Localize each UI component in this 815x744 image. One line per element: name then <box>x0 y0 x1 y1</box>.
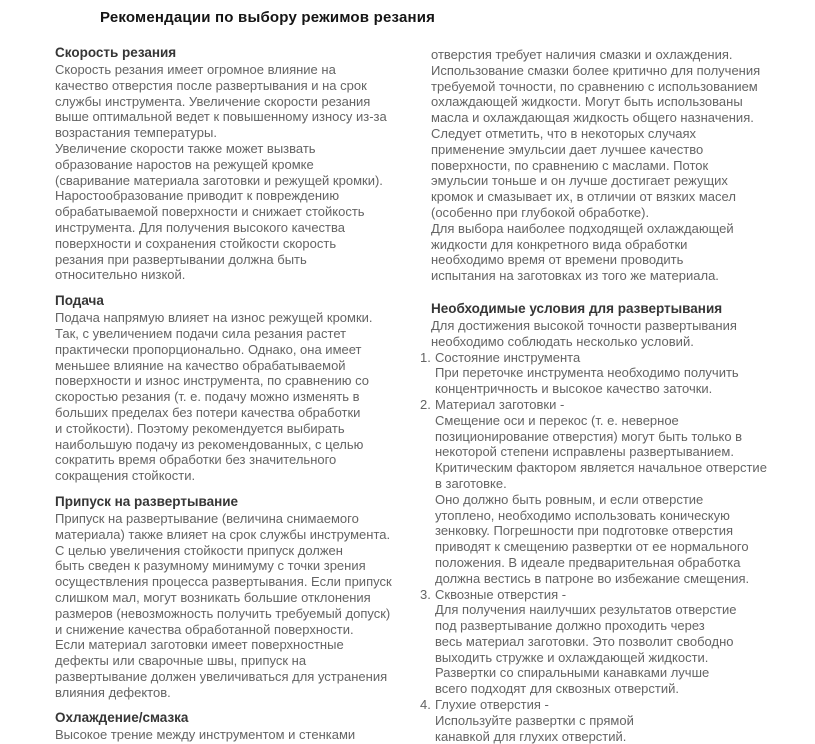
text-line: развертывание должен увеличиваться для устранения <box>55 668 388 684</box>
text-line: быть сведен к разумному минимуму с точки зрения <box>55 558 366 574</box>
section <box>55 44 435 283</box>
text-line: скоростью резания (т. е. подачу можно изменять в <box>55 389 360 405</box>
text-line: концентричность и высокое качество заточки. <box>435 381 713 397</box>
text-line: позиционирование отверстия) могут быть только в <box>435 428 743 444</box>
text-line: применение эмульсии дает лучшее качество <box>431 141 704 157</box>
list-item-body <box>435 697 815 744</box>
text-line: (особенно при глубокой обработке). <box>431 204 650 220</box>
text-line: службы инструмента. Увеличение скорости резания <box>55 93 371 109</box>
text-line: сократить время обработки без значительного <box>55 452 337 468</box>
text-line: Использование смазки более критично для получения <box>431 62 761 78</box>
text-line: Смещение оси и перекос (т. е. неверное <box>435 412 679 428</box>
text-line: поверхности, по сравнению с маслами. Поток <box>431 157 709 173</box>
section <box>55 709 435 743</box>
text-line: охлаждающей жидкости. Могут быть использованы <box>431 94 743 110</box>
text-line: требуемой точности, по сравнению с использованием <box>431 78 758 94</box>
text-line: выше оптимальной ведет к повышенному износу из-за <box>55 109 387 125</box>
text-line: утоплено, необходимо использовать коническую <box>435 507 730 523</box>
section-heading: Подача <box>55 293 104 309</box>
right-column <box>420 47 815 744</box>
text-line: поверхности и сохранения стойкости скорость <box>55 235 337 251</box>
list-item-body <box>435 397 815 587</box>
text-line: испытания на заготовках из того же материала. <box>431 268 719 284</box>
text-line: зенковку. Погрешности при подготовке отверстия <box>435 523 733 539</box>
list-item-number: 3. <box>420 586 431 602</box>
text-line: резания при развертывании должна быть <box>55 251 307 267</box>
text-line: дефекты или сварочные швы, припуск на <box>55 653 307 669</box>
text-line: Используйте развертки с прямой <box>435 712 634 728</box>
text-line: обрабатываемой поверхности и снижает стойкость <box>55 204 365 220</box>
text-line: влияния дефектов. <box>55 684 171 700</box>
text-line: (сваривание материала заготовки и режущей кромки). <box>55 172 383 188</box>
text-line: Состояние инструмента <box>435 349 581 365</box>
text-line: Подача напрямую влияет на износ режущей кромки. <box>55 310 373 326</box>
text-line: материала) также влияет на срок службы инструмента. <box>55 526 391 542</box>
text-line: Развертки со спиральными канавками лучше <box>435 665 710 681</box>
list-item-number: 4. <box>420 697 431 713</box>
text-line: размеров (невозможность получить требуемый допуск) <box>55 605 391 621</box>
page-title: Рекомендации по выбору режимов резания <box>100 9 436 26</box>
text-line: слишком мал, могут возникать большие отклонения <box>55 589 371 605</box>
section-heading: Скорость резания <box>55 45 177 60</box>
list-item-body <box>435 587 815 698</box>
text-line: Глухие отверстия - <box>435 697 549 713</box>
text-line: относительно низкой. <box>55 267 186 283</box>
text-line: больших пределах без потери качества обработки <box>55 404 361 420</box>
text-line: некоторой степени исправлены развертыванием. <box>435 444 734 460</box>
text-line: Следует отметить, что в некоторых случаях <box>431 125 697 141</box>
text-line: Скорость резания имеет огромное влияние на <box>55 62 336 77</box>
left-column <box>55 44 435 743</box>
text-line: необходимо соблюдать несколько условий. <box>431 333 694 349</box>
text-line: Так, с увеличением подачи сила резания растет <box>55 325 347 341</box>
text-line: Для достижения высокой точности развертывания <box>431 317 737 333</box>
text-line: канавкой для глухих отверстий. <box>435 728 627 744</box>
text-line: поверхности и износ инструмента, по сравнению со <box>55 373 369 389</box>
text-line: масла и охлаждающая жидкость общего назначения. <box>431 110 754 126</box>
text-line: практически пропорционально. Однако, она имеет <box>55 341 362 357</box>
section <box>420 300 815 744</box>
text-line: весь материал заготовки. Это позволит свободно <box>435 633 734 649</box>
text-line: и стойкости). Поэтому рекомендуется выбирать <box>55 420 345 436</box>
text-line: должна вестись в патроне во избежание смещения. <box>435 570 750 586</box>
text-line: Сквозные отверстия - <box>435 586 567 602</box>
text-line: Оно должно быть ровным, и если отверстие <box>435 491 704 507</box>
text-line: и снижение качества обработанной поверхности. <box>55 621 354 637</box>
text-line: Если материал заготовки имеет поверхностные <box>55 637 344 653</box>
text-line: инструмента. Для получения высокого качества <box>55 219 345 235</box>
list-item-number: 1. <box>420 349 431 365</box>
text-line: в заготовке. <box>435 475 507 491</box>
text-line: приводят к смещению развертки от ее нормального <box>435 539 749 555</box>
text-line: Для выбора наиболее подходящей охлаждающей <box>431 220 734 236</box>
list-item <box>420 587 815 698</box>
text-line: Припуск на развертывание (величина снимаемого <box>55 510 359 526</box>
text-line: эмульсии тоньше и он лучше достигает режущих <box>431 173 728 189</box>
text-line: под развертывание должно проходить через <box>435 618 705 634</box>
text-line: При переточке инструмента необходимо получить <box>435 365 739 381</box>
text-line: Критическим фактором является начальное отверстие <box>435 460 767 476</box>
section <box>55 493 435 701</box>
section-heading: Охлаждение/смазка <box>55 710 189 726</box>
list-item <box>420 397 815 587</box>
text-line: сокращения стойкости. <box>55 468 196 484</box>
section-heading: Припуск на развертывание <box>55 493 239 509</box>
text-line: Увеличение скорости также может вызвать <box>55 140 316 156</box>
text-line: Наростообразование приводит к повреждению <box>55 188 340 204</box>
list-item <box>420 350 815 397</box>
text-line: необходимо время от времени проводить <box>431 252 684 268</box>
text-line: наибольшую подачу из рекомендованных, с целью <box>55 436 364 452</box>
text-line: осуществления процесса развертывания. Если припуск <box>55 574 392 590</box>
text-line: качество отверстия после развертывания и на срок <box>55 77 367 93</box>
list-item-number: 2. <box>420 396 431 412</box>
text-line: кромок и смазывает их, в отличии от вязких масел <box>431 189 736 205</box>
text-line: жидкости для конкретного вида обработки <box>431 236 688 252</box>
text-line: положения. В идеале предварительная обработка <box>435 554 741 570</box>
text-line: С целью увеличения стойкости припуск должен <box>55 542 343 558</box>
text-line: Для получения наилучших результатов отверстие <box>435 602 737 618</box>
text-line: образование наростов на режущей кромке <box>55 156 314 172</box>
list-item <box>420 697 815 744</box>
text-line: всего подходят для сквозных отверстий. <box>435 681 680 697</box>
section <box>55 292 435 484</box>
text-line: выходить стружке и охлаждающей жидкости. <box>435 649 709 665</box>
text-line: возрастания температуры. <box>55 125 217 141</box>
text-line: Материал заготовки - <box>435 396 565 412</box>
text-line: отверстия требует наличия смазки и охлаждения. <box>431 47 733 62</box>
text-line: меньшее влияние на качество обрабатываемой <box>55 357 346 373</box>
list-item-body <box>435 350 815 397</box>
section-heading: Необходимые условия для развертывания <box>431 300 723 316</box>
text-line: Высокое трение между инструментом и стенками <box>55 727 356 743</box>
